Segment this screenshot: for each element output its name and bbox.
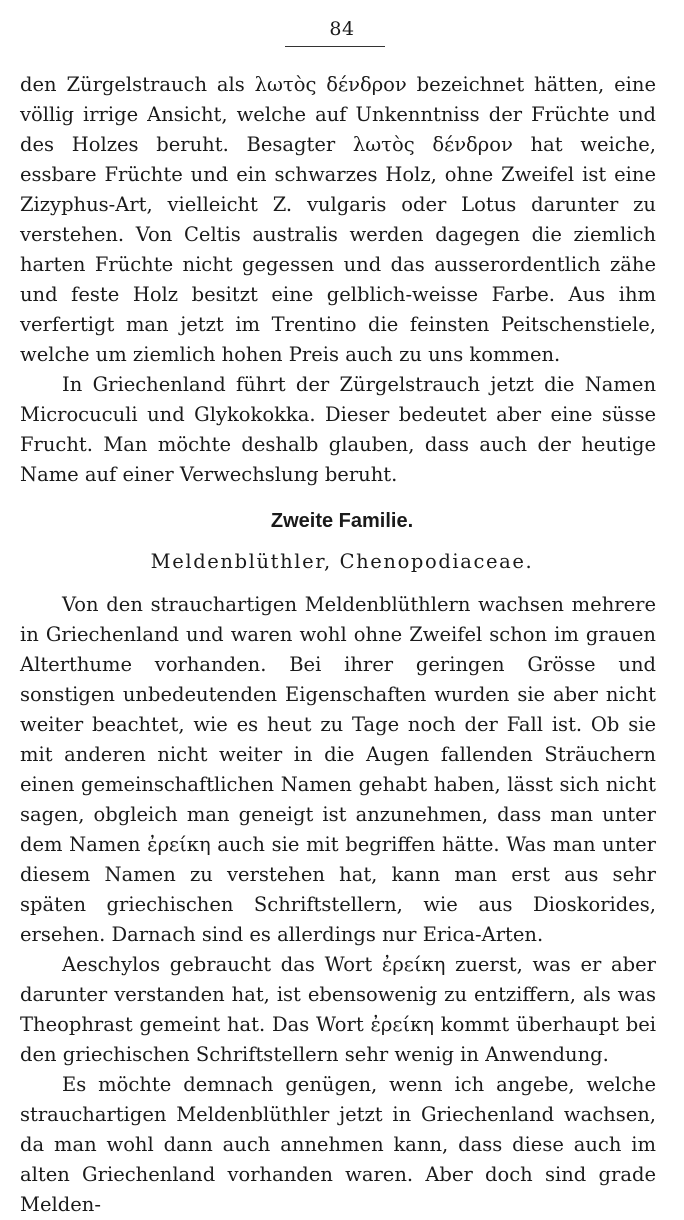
paragraph: Von den strauchartigen Meldenblüthlern wachsen mehrere in Griechenland und waren wohl ohne Zweifel schon im grauen Alterthume vorhanden. Bei ihrer geringen Grösse und sonstigen unbedeutenden Eigenschaften wurden sie aber nicht weiter beachtet, wie es heut zu Tage noch der Fall ist. Ob sie mit anderen nicht weiter in die Augen fallenden Sträuchern einen gemeinschaftlichen Namen gehabt haben, lässt sich nicht sagen, obgleich man geneigt ist anzunehmen, dass man unter dem Namen ἐρείκη auch sie mit begriffen hätte. Was man unter diesem Namen zu verstehen hat, kann man erst aus sehr späten griechischen Schriftstellern, wie aus Dioskorides, ersehen. Darnach sind es allerdings nur Erica-Arten. [20, 593, 656, 946]
header-rule [285, 46, 385, 47]
page-number: 84 [329, 18, 355, 40]
paragraph: den Zürgelstrauch als λωτὸς δένδρον bezeichnet hätten, eine völlig irrige Ansicht, welche auf Unkenntniss der Früchte und des Holzes beruht. Besagter λωτὸς δένδρον hat weiche, essbare Früchte und ein schwarzes Holz, ohne Zweifel ist eine Zizyphus-Art, vielleicht Z. vulgaris oder Lotus darunter zu verstehen. Von Celtis australis werden dagegen die ziemlich harten Früchte nicht gegessen und das ausserordentlich zähe und feste Holz besitzt eine gelblich-weisse Farbe. Aus ihm verfertigt man jetzt im Trentino die feinsten Peitschenstiele, welche um ziemlich hohen Preis auch zu uns kommen. [20, 73, 656, 366]
paragraph: In Griechenland führt der Zürgelstrauch jetzt die Namen Microcuculi und Glykokokka. Dieser bedeutet aber eine süsse Frucht. Man möchte deshalb glauben, dass auch der heutige Name auf einer Verwechslung beruht. [20, 373, 656, 486]
paragraph: Es möchte demnach genügen, wenn ich angebe, welche strauchartigen Meldenblüthler jetzt in Griechenland wachsen, da man wohl dann auch annehmen kann, dass diese auch im alten Griechenland vorhanden waren. Aber doch sind grade Melden- [20, 1073, 656, 1216]
text-block-chenopodiaceae [20, 590, 656, 1220]
family-subtitle: Meldenblüthler, Chenopodiaceae. [150, 550, 534, 573]
text-block-continuation [20, 70, 656, 490]
family-title: Zweite Familie. [270, 510, 414, 532]
paragraph: Aeschylos gebraucht das Wort ἐρείκη zuerst, was er aber darunter verstanden hat, ist ebensowenig zu entziffern, als was Theophrast gemeint hat. Das Wort ἐρείκη kommt überhaupt bei den griechischen Schriftstellern sehr wenig in Anwendung. [20, 953, 656, 1066]
